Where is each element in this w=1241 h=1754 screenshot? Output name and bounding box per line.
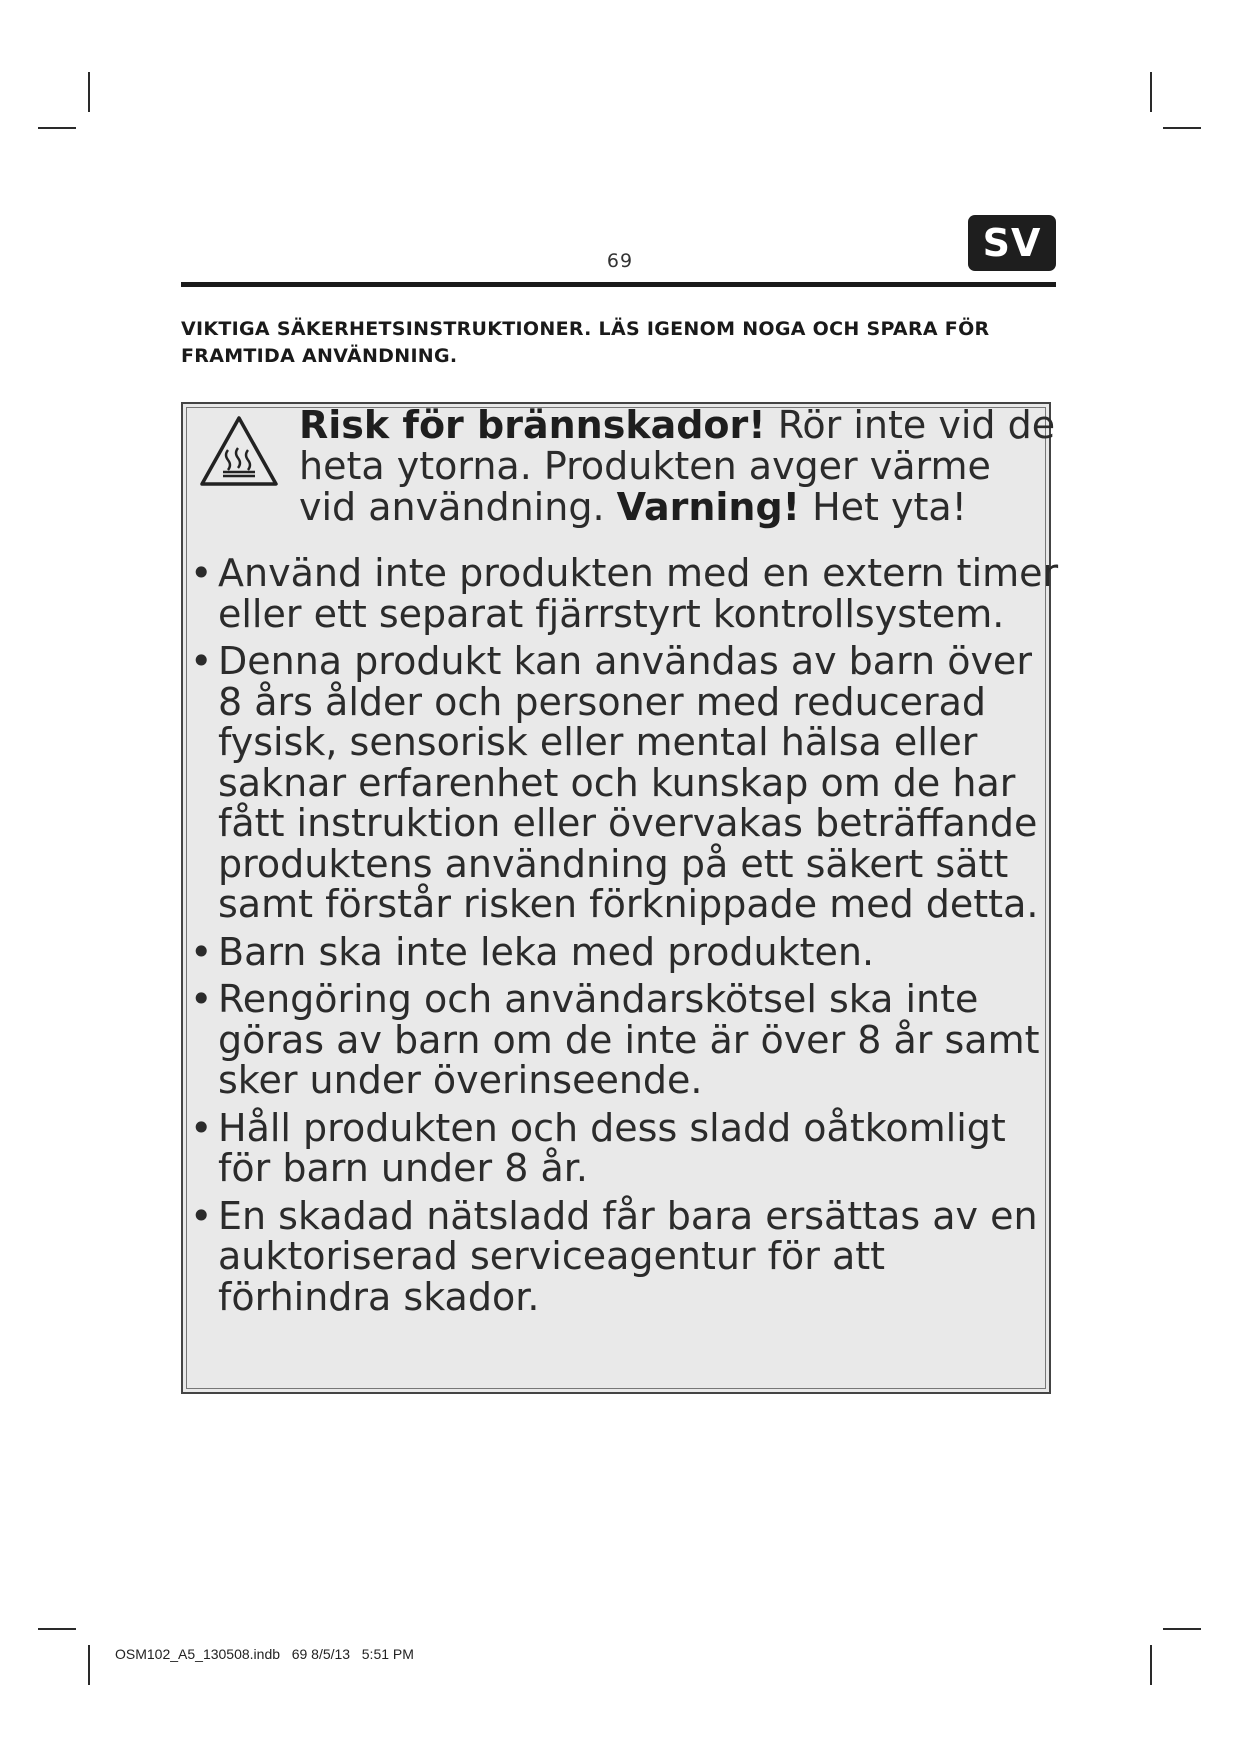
footer-file: OSM102_A5_130508.indb (115, 1646, 281, 1662)
crop-mark (1163, 1628, 1201, 1630)
safety-bullet-list (190, 553, 1060, 1324)
language-badge: SV (968, 215, 1056, 271)
header-rule (181, 282, 1056, 287)
bullet-point: • (190, 977, 213, 1021)
crop-mark (38, 1628, 76, 1630)
list-item (190, 929, 1060, 974)
bullet-text: Rengöring och användarskötsel ska inte göras av barn om de inte är över 8 år samt sker under överinseende. (218, 977, 1040, 1102)
page-number: 69 (606, 250, 634, 272)
bullet-text: Använd inte produkten med en extern timer eller ett separat fjärrstyrt kontrollsystem. (218, 551, 1059, 636)
hot-surface-title: Varning! (616, 485, 800, 529)
list-item (190, 641, 1060, 925)
crop-mark (88, 1645, 90, 1685)
bullet-point: • (190, 639, 213, 683)
bullet-point: • (190, 929, 213, 974)
list-item (190, 1193, 1060, 1319)
crop-mark (88, 72, 90, 112)
crop-mark (1150, 1645, 1152, 1685)
footer-page-date: 69 8/5/13 (291, 1646, 351, 1662)
burn-warning-text (299, 405, 1059, 528)
list-item (190, 979, 1060, 1101)
bullet-text: En skadad nätsladd får bara ersättas av en auktoriserad serviceagentur för att förhindra skador. (218, 1193, 1038, 1319)
burn-warning-body: Rör inte vid de heta ytorna. Produkten avger värme vid användning. (299, 403, 1056, 529)
burn-warning-title: Risk för brännskador! (299, 403, 766, 447)
hot-surface-warning-icon (198, 414, 280, 488)
crop-mark (1163, 127, 1201, 129)
bullet-text: Barn ska inte leka med produkten. (218, 929, 875, 974)
crop-mark (1150, 72, 1152, 112)
list-item (190, 553, 1060, 634)
bullet-text: Denna produkt kan användas av barn över 8 års ålder och personer med reducerad fysisk, sensorisk eller mental hälsa eller saknar erfarenhet och kunskap om de har fått instruktion eller övervakas beträffande produktens användning på ett säkert sätt samt förstår risken förknippade med detta. (218, 639, 1039, 926)
hot-surface-body: Het yta! (800, 485, 967, 529)
footer-time: 5:51 PM (361, 1646, 414, 1662)
bullet-point: • (190, 1105, 213, 1150)
print-footer (115, 1646, 414, 1662)
bullet-text: Håll produkten och dess sladd oåtkomligt för barn under 8 år. (218, 1105, 1006, 1190)
crop-mark (38, 127, 76, 129)
bullet-point: • (190, 551, 213, 595)
bullet-point: • (190, 1193, 213, 1238)
list-item (190, 1105, 1060, 1190)
safety-heading: VIKTIGA SÄKERHETSINSTRUKTIONER. LÄS IGENOM NOGA OCH SPARA FÖR FRAMTIDA ANVÄNDNING. (181, 318, 990, 367)
